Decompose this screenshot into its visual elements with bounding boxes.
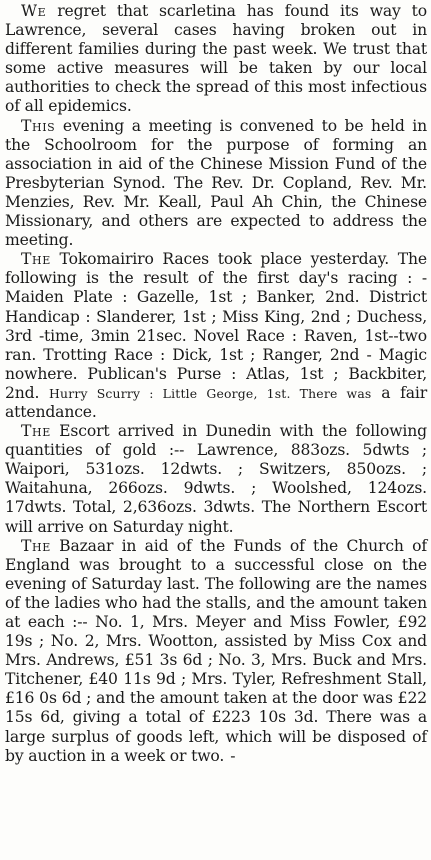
article-lead-word: The <box>21 422 51 441</box>
article-tail: a fair attendance. <box>5 383 428 421</box>
article-small-print: Hurry Scurry : Little George, 1st. There was <box>49 385 372 401</box>
article-body: Tokomairiro Races took place yesterday. The following is the result of the first day's racing : -Maiden Plate : Gazelle, 1st ; Banker, 2nd. District Handicap : Slanderer, 1st ; Miss King, 2nd ; Duchess, 3rd -time, 3min 21sec. Novel Race : Raven, 1st--two ran. Trotting Race : Dick, 1st ; Ranger, 2nd - Magic nowhere. Publican's Purse : Atlas, 1st ; Backbiter, 2nd. <box>5 250 427 402</box>
article-body: Bazaar in aid of the Funds of the Church of England was brought to a successful close on the evening of Saturday last. The following are the names of the ladies who had the stalls, and the amount taken at each :-- No. 1, Mrs. Meyer and Miss Fowler, £92 19s ; No. 2, Mrs. Wootton, assisted by Miss Cox and Mrs. Andrews, £51 3s 6d ; No. 3, Mrs. Buck and Mrs. Titchener, £40 11s 9d ; Mrs. Tyler, Refreshment Stall, £16 0s 6d ; and the amount taken at the door was £22 15s 6d, giving a total of £223 10s 3d. There was a large surplus of goods left, which will be disposed of by auction in a week or two. <box>5 536 427 765</box>
article-lead-word: The <box>21 250 51 269</box>
article-tokomairiro-races <box>5 250 427 422</box>
article-body: regret that scarletina has found its way to Lawrence, several cases having broken out in different families during the past week. We trust that some active measures will be taken by our local authorities to check the spread of this most infectious of all epidemics. <box>5 2 427 116</box>
article-gold-escort <box>5 422 427 537</box>
article-scarletina <box>5 2 427 117</box>
article-body: Escort arrived in Dunedin with the following quantities of gold :-- Lawrence, 883ozs. 5dwts ; Waipori, 531ozs. 12dwts. ; Switzers, 850ozs. ; Waitahuna, 266ozs. 9dwts. ; Woolshed, 124ozs. 17dwts. Total, 2,636ozs. 3dwts. The Northern Escort will arrive on Saturday night. <box>5 422 427 536</box>
article-lead-word: The <box>21 536 51 555</box>
article-church-bazaar <box>5 537 427 766</box>
trailing-dash: - <box>230 746 236 765</box>
article-body: evening a meeting is convened to be held in the Schoolroom for the purpose of forming an association in aid of the Chinese Mission Fund of the Presbyterian Synod. The Rev. Dr. Copland, Rev. Mr. Menzies, Rev. Mr. Keall, Paul Ah Chin, the Chinese Missionary, and others are expected to address the meeting. <box>5 116 427 250</box>
article-chinese-mission-meeting <box>5 117 427 251</box>
article-lead-word: We <box>21 2 47 20</box>
article-lead-word: This <box>21 116 56 135</box>
